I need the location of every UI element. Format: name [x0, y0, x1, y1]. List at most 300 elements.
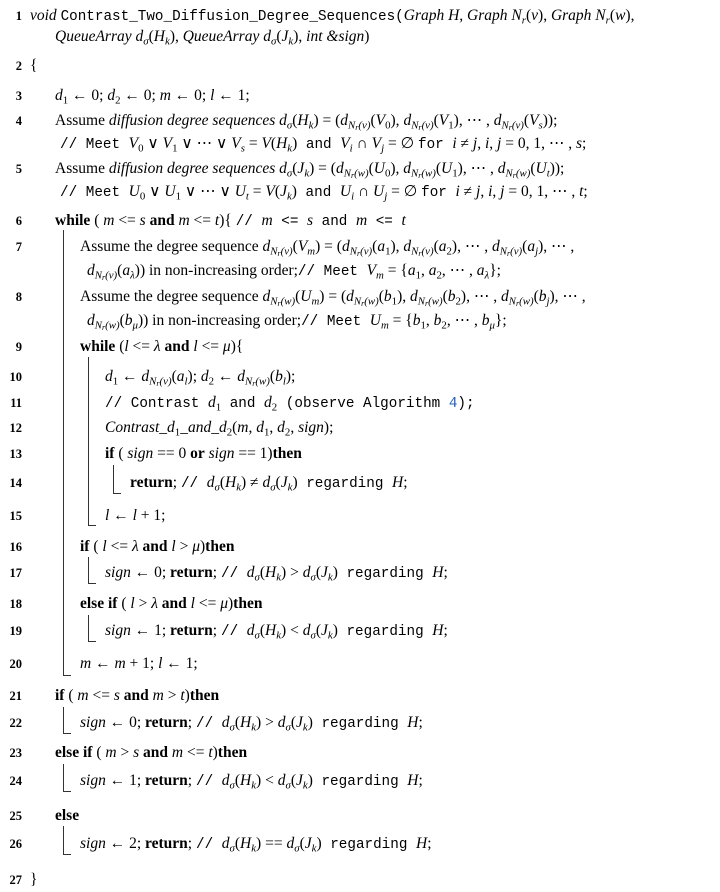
- line-text: (: [372, 238, 378, 255]
- line-text: Assume: [55, 112, 109, 129]
- line-text: ← 0;: [170, 87, 211, 104]
- line-text: ),: [625, 7, 635, 24]
- if-block-bar: [113, 465, 114, 494]
- line-text: U: [128, 183, 140, 200]
- line-text: s: [139, 212, 146, 229]
- line-text: diffusion degree sequences d: [108, 160, 287, 177]
- line-text: (: [259, 564, 266, 581]
- line-text: ;: [418, 772, 423, 789]
- line-text: U: [234, 183, 246, 200]
- line-text: 2: [441, 319, 447, 332]
- line-text: H: [432, 622, 444, 639]
- line-number: 23: [9, 746, 22, 760]
- keyword: then: [217, 744, 248, 761]
- line-text: <=: [88, 687, 114, 704]
- line-text: H: [224, 474, 237, 491]
- line-text: (: [89, 538, 103, 555]
- line-text: t: [245, 190, 249, 203]
- line-text: a: [476, 262, 485, 279]
- line-text: d: [497, 160, 506, 177]
- line-text: l: [190, 595, 195, 612]
- line-text: w: [615, 7, 626, 24]
- line-text: (: [276, 28, 282, 45]
- line-text: l: [184, 375, 188, 388]
- line-text: b: [383, 288, 392, 305]
- keyword: return: [170, 564, 213, 581]
- line-text: l: [132, 507, 137, 524]
- line-number: 10: [9, 370, 22, 384]
- line-text: (: [117, 595, 131, 612]
- line-text: b: [433, 312, 442, 329]
- line-text: J: [304, 835, 312, 852]
- algorithm-reference-link[interactable]: 4: [448, 396, 458, 412]
- line-number: 26: [9, 837, 22, 851]
- keyword: or: [190, 445, 205, 462]
- algorithm-line: [130, 473, 408, 493]
- keyword: return: [145, 835, 188, 852]
- line-text: ),: [390, 112, 404, 129]
- line-text: μ: [132, 319, 138, 332]
- line-text: d: [141, 368, 150, 385]
- line-text: r: [361, 299, 365, 309]
- line-text: t: [546, 167, 550, 180]
- line-text: <=: [183, 744, 209, 761]
- line-text: k: [236, 481, 242, 494]
- line-text: J: [320, 564, 328, 581]
- line-text: ← 1;: [105, 772, 146, 789]
- line-text: i: [452, 135, 457, 152]
- line-text: N: [499, 245, 507, 258]
- keyword: and: [145, 212, 179, 229]
- line-text: for: [417, 137, 453, 153]
- line-text: N: [501, 119, 509, 132]
- line-text: r: [506, 249, 511, 259]
- algorithm-line: [55, 686, 219, 706]
- line-number: 9: [15, 340, 22, 354]
- line-text: and: [221, 396, 265, 412]
- line-text: ): [200, 538, 206, 555]
- line-text: N: [94, 269, 102, 282]
- line-text: 2: [271, 401, 278, 414]
- line-text: ) <: [256, 772, 278, 789]
- line-text: σ: [270, 35, 277, 48]
- line-text: ),: [390, 160, 404, 177]
- line-text: d: [87, 262, 95, 279]
- line-text: ),: [169, 28, 183, 45]
- line-text: ) >: [256, 714, 278, 731]
- line-text: d: [302, 622, 311, 639]
- line-text: 2: [226, 426, 233, 439]
- line-text: (: [92, 744, 106, 761]
- line-text: = ∅: [384, 135, 418, 152]
- line-text: m: [159, 87, 171, 104]
- line-number: 8: [15, 290, 22, 304]
- line-text: N: [270, 295, 278, 308]
- algorithm-line: [60, 182, 588, 202]
- line-text: + 1;: [125, 655, 159, 672]
- line-text: b: [412, 312, 421, 329]
- algorithm-line: [80, 654, 198, 674]
- line-number: 14: [9, 476, 22, 490]
- line-text: s: [306, 212, 314, 229]
- line-text: (: [274, 183, 281, 200]
- line-text: r: [508, 123, 512, 133]
- line-text: j: [500, 183, 505, 200]
- line-text: λ: [151, 595, 158, 612]
- line-text: ,: [489, 135, 498, 152]
- line-text: r: [418, 171, 422, 181]
- line-text: )) in non-increasing order;: [134, 262, 298, 279]
- line-text: (: [435, 160, 442, 177]
- line-text: ← 0;: [68, 87, 108, 104]
- line-text: ){: [230, 338, 244, 355]
- line-text: and: [297, 137, 341, 153]
- line-text: 0: [139, 190, 146, 203]
- line-text: ,: [425, 312, 434, 329]
- line-text: ): [332, 622, 338, 639]
- line-text: (: [234, 714, 241, 731]
- if-block-bar: [88, 557, 89, 584]
- line-text: , ⋯ ,: [446, 312, 482, 329]
- line-text: b: [447, 288, 456, 305]
- line-text: l: [130, 595, 135, 612]
- line-text: ;: [212, 564, 221, 581]
- line-text: (: [370, 112, 376, 129]
- line-text: N: [343, 167, 351, 180]
- algorithm-line: [55, 743, 247, 763]
- line-text: r: [252, 379, 256, 389]
- line-text: sign: [208, 445, 235, 462]
- line-text: k: [287, 142, 293, 155]
- line-text: s: [133, 744, 140, 761]
- line-number: 15: [9, 509, 22, 523]
- line-text: d: [262, 238, 271, 255]
- line-text: regarding: [337, 624, 433, 640]
- line-text: (: [117, 262, 123, 279]
- keyword: and: [157, 595, 191, 612]
- line-text: sign: [80, 772, 106, 789]
- line-text: k: [302, 779, 308, 792]
- line-text: (: [315, 564, 321, 581]
- line-text: l: [158, 655, 163, 672]
- line-text: (v): [511, 119, 524, 132]
- line-text: H: [391, 474, 404, 491]
- line-text: k: [251, 842, 257, 855]
- line-text: =: [244, 135, 262, 152]
- line-text: m: [376, 269, 384, 282]
- keyword: return: [145, 714, 188, 731]
- line-text: H: [416, 835, 428, 852]
- line-text: ) = (: [313, 112, 341, 129]
- line-text: ← 1;: [214, 87, 250, 104]
- algorithm-line: [105, 621, 448, 641]
- line-text: ;: [427, 835, 432, 852]
- line-text: (: [115, 338, 125, 355]
- line-text: k: [276, 571, 282, 584]
- line-text: ;: [187, 772, 196, 789]
- line-text: ));: [549, 160, 565, 177]
- line-text: 1: [420, 319, 426, 332]
- line-text: (: [234, 772, 241, 789]
- line-number: 24: [9, 774, 22, 788]
- line-text: ;: [418, 714, 423, 731]
- line-text: d: [221, 835, 230, 852]
- line-text: (: [442, 288, 448, 305]
- line-text: ),: [538, 7, 551, 24]
- line-text: k: [287, 481, 293, 494]
- line-text: 1: [391, 295, 398, 308]
- line-text: (: [90, 212, 104, 229]
- line-text: ;: [582, 135, 587, 152]
- line-text: (v): [360, 245, 373, 258]
- line-text: ,: [420, 262, 429, 279]
- line-text: J: [280, 474, 288, 491]
- line-text: d: [221, 714, 230, 731]
- line-text: (: [259, 622, 266, 639]
- line-text: V: [529, 112, 539, 129]
- line-text: V: [265, 183, 275, 200]
- line-text: N: [411, 167, 419, 180]
- line-text: m: [114, 655, 126, 672]
- line-text: ;: [212, 622, 221, 639]
- line-text: m: [237, 419, 249, 436]
- line-text: i: [351, 190, 355, 203]
- line-text: //: [235, 214, 262, 230]
- line-text: d: [409, 288, 418, 305]
- line-text: m: [380, 319, 389, 332]
- line-text: s: [240, 142, 245, 155]
- line-text: r: [350, 171, 355, 181]
- line-text: }: [30, 871, 38, 888]
- algorithm-line: [30, 56, 37, 76]
- line-text: ,: [492, 183, 501, 200]
- if-block-bar: [63, 707, 64, 734]
- line-text: 0: [138, 142, 144, 155]
- line-text: ;: [403, 474, 408, 491]
- line-text: i: [349, 142, 353, 155]
- line-text: (: [292, 238, 298, 255]
- line-text: ), ⋯ ,: [460, 288, 501, 305]
- line-text: V: [371, 135, 382, 152]
- line-text: t: [208, 744, 213, 761]
- line-text: ) ≠: [241, 474, 263, 491]
- algorithm-line: [87, 311, 507, 331]
- line-number: 11: [10, 396, 22, 410]
- line-text: // Meet: [60, 137, 129, 153]
- line-text: >: [116, 744, 134, 761]
- line-text: (v): [358, 119, 371, 132]
- line-text: (v): [510, 245, 523, 258]
- keyword: else: [55, 807, 80, 824]
- line-text: ,: [480, 183, 489, 200]
- line-text: d: [256, 419, 264, 436]
- line-text: a: [438, 238, 447, 255]
- line-text: ), ⋯ ,: [457, 160, 498, 177]
- keyword: then: [189, 687, 220, 704]
- line-text: ;: [443, 564, 448, 581]
- line-text: 1: [175, 190, 181, 203]
- line-text: V: [438, 112, 449, 129]
- line-text: ,: [290, 419, 299, 436]
- line-text: j: [535, 245, 539, 258]
- line-text: (: [234, 835, 241, 852]
- line-text: (: [119, 312, 125, 329]
- line-text: j: [381, 142, 385, 155]
- line-text: d: [237, 368, 246, 385]
- line-number: 12: [9, 421, 22, 435]
- line-text: r: [424, 299, 429, 309]
- line-text: =: [248, 183, 266, 200]
- keyword: return: [145, 772, 188, 789]
- line-text: s: [538, 119, 543, 132]
- line-text: m: [178, 212, 190, 229]
- line-text: H: [297, 112, 309, 129]
- line-text: (: [433, 238, 439, 255]
- line-text: j: [546, 295, 550, 308]
- line-text: 0: [385, 119, 391, 132]
- algorithm-line: [105, 563, 448, 583]
- line-text: σ: [286, 119, 293, 132]
- line-text: l: [102, 538, 107, 555]
- algorithm-line: [80, 594, 262, 614]
- line-text: k: [308, 119, 314, 132]
- line-text: sign: [127, 445, 154, 462]
- line-text: 2: [284, 426, 291, 439]
- line-text: 1: [448, 119, 454, 132]
- line-text: d: [493, 112, 502, 129]
- keyword: and: [119, 687, 153, 704]
- keyword: then: [233, 595, 263, 612]
- line-text: J: [297, 160, 305, 177]
- line-text: σ: [310, 571, 316, 584]
- line-text: k: [286, 190, 292, 203]
- line-text: a: [176, 368, 185, 385]
- line-text: U: [369, 312, 381, 329]
- line-text: μ: [222, 338, 231, 355]
- line-text: J: [295, 714, 303, 731]
- line-text: r: [521, 14, 526, 27]
- line-text: 2: [208, 375, 215, 388]
- line-text: , ⋯ ,: [441, 262, 477, 279]
- line-number: 17: [9, 566, 22, 580]
- line-text: //: [220, 566, 247, 582]
- line-text: (: [290, 714, 296, 731]
- algorithm-line: [80, 834, 432, 854]
- algorithm-line: [105, 418, 333, 438]
- line-text: k: [276, 629, 282, 642]
- line-text: a: [122, 262, 131, 279]
- algorithm-line: [105, 367, 295, 387]
- line-text: d: [346, 288, 354, 305]
- line-text: //: [195, 716, 222, 732]
- line-text: + 1;: [136, 507, 166, 524]
- line-text: m: [355, 212, 368, 229]
- line-text: (w): [354, 167, 369, 180]
- line-text: r: [277, 249, 281, 259]
- line-text: s: [113, 687, 120, 704]
- line-text: d: [277, 714, 286, 731]
- line-text: ∨: [145, 183, 165, 200]
- line-text: ));: [542, 112, 558, 129]
- line-text: d: [262, 474, 271, 491]
- line-text: N: [149, 375, 157, 388]
- line-text: {: [30, 57, 38, 74]
- line-text: void: [30, 7, 61, 24]
- line-text: l: [193, 338, 198, 355]
- line-text: (: [522, 238, 528, 255]
- line-text: b: [124, 312, 133, 329]
- line-text: <=: [197, 338, 223, 355]
- line-text: <=: [189, 212, 215, 229]
- line-text: 1: [62, 94, 69, 107]
- line-text: QueueArray d: [55, 28, 144, 45]
- line-text: N: [270, 245, 278, 258]
- line-text: r: [101, 323, 106, 333]
- algorithm-line: [55, 86, 250, 106]
- line-text: <=: [114, 212, 140, 229]
- line-text: N: [505, 167, 513, 180]
- line-text: σ: [310, 629, 316, 642]
- line-text: i: [488, 183, 493, 200]
- line-text: V: [162, 135, 173, 152]
- else-block-bar: [63, 826, 64, 855]
- line-number: 27: [9, 873, 22, 887]
- algorithm-line: [55, 111, 557, 131]
- line-text: d: [277, 772, 286, 789]
- line-text: V: [128, 135, 139, 152]
- keyword: and: [139, 744, 172, 761]
- line-text: d: [491, 238, 500, 255]
- line-text: regarding: [297, 476, 392, 492]
- line-text: 1: [215, 401, 222, 414]
- line-text: (: [114, 445, 128, 462]
- else-if-block-bar: [88, 615, 89, 642]
- line-text: ∨: [143, 135, 163, 152]
- line-text: k: [311, 842, 317, 855]
- line-text: (w): [515, 167, 531, 180]
- line-text: ) ==: [256, 835, 287, 852]
- line-text: k: [304, 167, 310, 180]
- line-text: ,: [248, 419, 257, 436]
- line-text: sign: [298, 419, 324, 436]
- keyword: return: [170, 622, 213, 639]
- line-text: σ: [229, 779, 235, 792]
- line-text: λ: [484, 269, 490, 282]
- line-text: );: [285, 368, 296, 385]
- line-text: ←: [91, 655, 115, 672]
- line-text: λ: [153, 338, 161, 355]
- line-text: σ: [270, 481, 276, 494]
- line-text: N: [411, 245, 419, 258]
- line-text: _and_d: [180, 419, 227, 436]
- line-text: //: [195, 837, 222, 853]
- line-text: };: [489, 262, 501, 279]
- line-text: d: [262, 288, 271, 305]
- line-text: a: [407, 262, 416, 279]
- line-text: );: [323, 419, 334, 436]
- line-text: ): [291, 183, 297, 200]
- algorithm-line: [80, 337, 243, 357]
- algorithm-line: [30, 870, 37, 890]
- line-text: ): [227, 595, 234, 612]
- algorithm-line: [105, 444, 302, 464]
- line-text: r: [277, 299, 281, 309]
- line-text: j: [384, 190, 388, 203]
- line-text: (: [315, 622, 321, 639]
- line-text: ← 0;: [120, 87, 160, 104]
- line-number: 20: [9, 657, 22, 671]
- line-text: (w): [255, 375, 270, 388]
